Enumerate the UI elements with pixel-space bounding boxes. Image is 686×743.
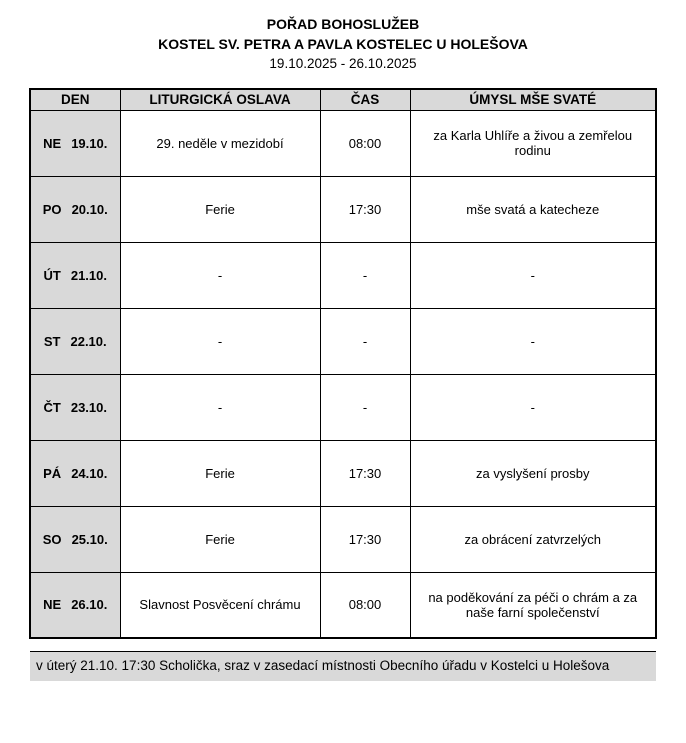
column-header-cas: ČAS bbox=[320, 89, 410, 110]
day-cell bbox=[30, 374, 120, 440]
column-header-umysl: ÚMYSL MŠE SVATÉ bbox=[410, 89, 656, 110]
column-header-den: DEN bbox=[30, 89, 120, 110]
day-cell bbox=[30, 176, 120, 242]
celebration-cell: Ferie bbox=[120, 440, 320, 506]
celebration-cell: Slavnost Posvěcení chrámu bbox=[120, 572, 320, 638]
day-date: 24.10. bbox=[71, 465, 108, 481]
day-date: 20.10. bbox=[71, 201, 108, 217]
day-date: 19.10. bbox=[71, 135, 108, 151]
time-cell: - bbox=[320, 308, 410, 374]
page-title: POŘAD BOHOSLUŽEB bbox=[266, 16, 420, 32]
table-row bbox=[30, 110, 656, 176]
day-date: 25.10. bbox=[71, 531, 108, 547]
day-abbrev: ÚT bbox=[43, 267, 61, 283]
header-row bbox=[30, 89, 656, 110]
time-cell: 08:00 bbox=[320, 110, 410, 176]
schedule-table bbox=[29, 88, 657, 639]
intention-cell: za Karla Uhlíře a živou a zemřelou rodinu bbox=[410, 110, 656, 176]
day-abbrev: NE bbox=[43, 597, 62, 613]
celebration-cell: 29. neděle v mezidobí bbox=[120, 110, 320, 176]
day-cell bbox=[30, 572, 120, 638]
table-row bbox=[30, 308, 656, 374]
day-abbrev: NE bbox=[43, 135, 62, 151]
celebration-cell: - bbox=[120, 242, 320, 308]
table-row bbox=[30, 374, 656, 440]
table-row bbox=[30, 242, 656, 308]
table-row bbox=[30, 572, 656, 638]
time-cell: 17:30 bbox=[320, 506, 410, 572]
intention-cell: - bbox=[410, 308, 656, 374]
day-cell bbox=[30, 242, 120, 308]
time-cell: 17:30 bbox=[320, 440, 410, 506]
day-cell bbox=[30, 110, 120, 176]
day-abbrev: PO bbox=[42, 201, 62, 217]
time-cell: 17:30 bbox=[320, 176, 410, 242]
time-cell: - bbox=[320, 374, 410, 440]
time-cell: - bbox=[320, 242, 410, 308]
day-abbrev: PÁ bbox=[43, 465, 62, 481]
day-date: 22.10. bbox=[70, 333, 107, 349]
intention-cell: za vyslyšení prosby bbox=[410, 440, 656, 506]
day-abbrev: SO bbox=[42, 531, 62, 547]
date-range: 19.10.2025 - 26.10.2025 bbox=[269, 56, 417, 71]
intention-cell: na poděkování za péči o chrám a za naše farní společenství bbox=[410, 572, 656, 638]
day-abbrev: ČT bbox=[43, 399, 61, 415]
celebration-cell: - bbox=[120, 374, 320, 440]
column-header-liturgicka-oslava: LITURGICKÁ OSLAVA bbox=[120, 89, 320, 110]
celebration-cell: - bbox=[120, 308, 320, 374]
day-cell bbox=[30, 440, 120, 506]
intention-cell: - bbox=[410, 374, 656, 440]
intention-cell: mše svatá a katecheze bbox=[410, 176, 656, 242]
church-name: KOSTEL SV. PETRA A PAVLA KOSTELEC U HOLEŠOVA bbox=[158, 36, 528, 52]
table-row bbox=[30, 176, 656, 242]
time-cell: 08:00 bbox=[320, 572, 410, 638]
day-date: 21.10. bbox=[70, 267, 107, 283]
day-date: 23.10. bbox=[70, 399, 107, 415]
table-row bbox=[30, 440, 656, 506]
celebration-cell: Ferie bbox=[120, 176, 320, 242]
table-row bbox=[30, 506, 656, 572]
footer-note: v úterý 21.10. 17:30 Scholička, sraz v zasedací místnosti Obecního úřadu v Kostelci u Holešova bbox=[30, 651, 656, 681]
day-cell bbox=[30, 506, 120, 572]
day-cell bbox=[30, 308, 120, 374]
celebration-cell: Ferie bbox=[120, 506, 320, 572]
day-abbrev: ST bbox=[43, 333, 61, 349]
document-header bbox=[0, 14, 686, 74]
intention-cell: za obrácení zatvrzelých bbox=[410, 506, 656, 572]
intention-cell: - bbox=[410, 242, 656, 308]
day-date: 26.10. bbox=[71, 597, 108, 613]
